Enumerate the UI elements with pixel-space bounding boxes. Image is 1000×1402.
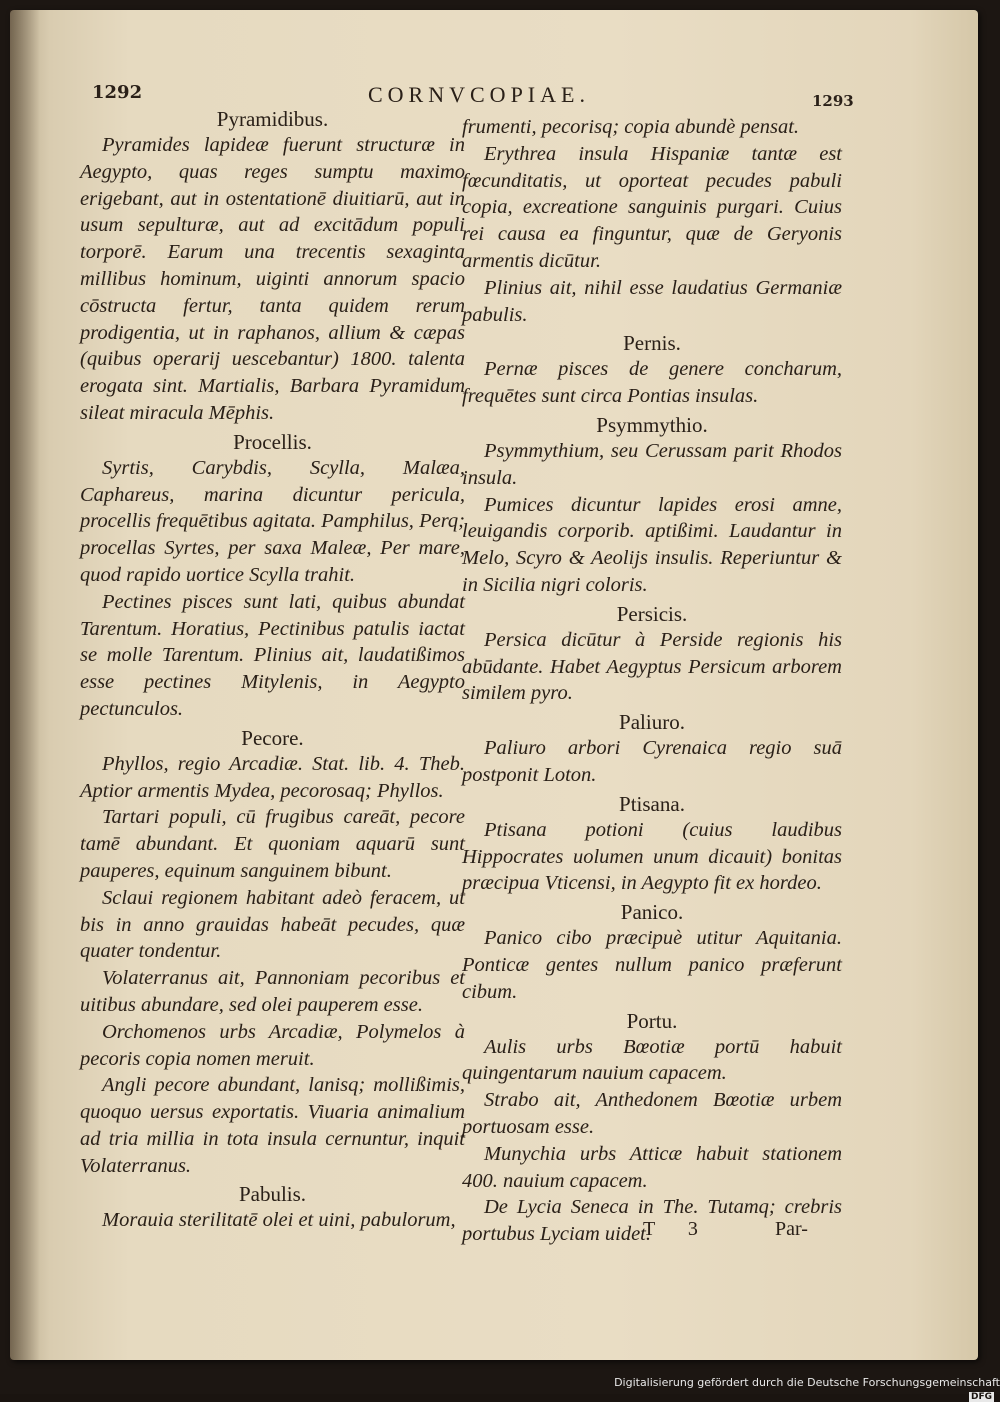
text-paragraph: Volaterranus ait, Pannoniam pecoribus et uitibus abundare, sed olei pauperem esse. <box>80 967 465 1016</box>
section-heading: Pernis. <box>623 331 681 356</box>
text-paragraph: Orchomenos urbs Arcadiæ, Polymelos à pecoris copia nomen meruit. <box>80 1020 465 1070</box>
text-paragraph: Plinius ait, nihil esse laudatius Germaniæ pabulis. <box>462 276 842 326</box>
text-paragraph: Pectines pisces sunt lati, quibus abundat Tarentum. Horatius, Pectinibus patulis iactat se molle Tarentum. Plinius ait, laudatißimos esse pectines Mitylenis, in Aegypto pectunculos. <box>80 590 465 720</box>
text-paragraph: Aulis urbs Bœotiæ portū habuit quingentarum nauium capacem. <box>462 1035 842 1085</box>
text-paragraph: Paliuro arbori Cyrenaica regio suā postponit Loton. <box>462 737 842 786</box>
text-paragraph: Sclaui regionem habitant adeò feracem, ut bis in anno grauidas habeāt pecudes, quæ quater tondentur. <box>80 886 465 963</box>
section-heading: Ptisana. <box>619 791 685 816</box>
section-heading: Panico. <box>620 900 684 925</box>
footer-text: Digitalisierung gefördert durch die Deutsche Forschungsgemeinschaft <box>614 1376 1000 1389</box>
section-heading: Pecore. <box>241 725 304 750</box>
section-heading: Persicis. <box>616 601 688 626</box>
running-title: CORNVCOPIAE. <box>368 82 590 107</box>
text-paragraph: Erythrea insula Hispaniæ tantæ est fœcunditatis, ut oporteat pecudes pabuli copia, excreatione sanguinis purgari. Cuius rei causa ea finguntur, quæ de Geryonis armentis dicūtur. <box>462 142 842 272</box>
digitization-footer <box>600 1376 1000 1402</box>
text-paragraph: Pernæ pisces de genere concharum, frequētes sunt circa Pontias insulas. <box>462 358 842 408</box>
text-paragraph: Strabo ait, Anthedonem Bœotiæ urbem portuosam esse. <box>462 1089 842 1138</box>
section-heading: Portu. <box>626 1008 678 1033</box>
text-paragraph: Pumices dicuntur lapides erosi amne, leuigandis corporib. aptißimi. Laudantur in Melo, Scyro & Aeolijs insulis. Reperiuntur & in Sicilia nigri coloris. <box>462 493 842 596</box>
text-paragraph: Munychia urbs Atticæ habuit stationem 400. nauium capacem. <box>462 1142 842 1192</box>
text-paragraph: Angli pecore abundant, lanisq; mollißimis, quoquo uersus exportatis. Viuaria animalium ad tria millia in tota insula cernuntur, inquit Volaterranus. <box>80 1074 465 1177</box>
signature-mark: T 3 <box>643 1218 712 1240</box>
text-paragraph: Persica dicūtur à Perside regionis his abūdante. Habet Aegyptus Persicum arborem similem pyro. <box>462 628 842 705</box>
section-heading: Paliuro. <box>619 710 685 735</box>
page-number-right: 1293 <box>812 92 854 110</box>
text-paragraph: Ptisana potioni (cuius laudibus Hippocrates uolumen unum dicauit) bonitas præcipua Vticensi, in Aegypto fit ex hordeo. <box>462 818 842 895</box>
section-heading: Pyramidibus. <box>216 107 329 131</box>
text-paragraph: Pyramides lapideæ fuerunt structuræ in Aegypto, quas reges sumptu maximo erigebant, aut in ostentationē diuitiarū, aut in usum sepulturæ, aut ad excitādum populi torporē. Earum una trecentis sexaginta millibus hominum, uiginti annorum spacio cōstructa fertur, tanta quidem rerum prodigentia, ut in raphanos, allium & cæpas (quibus operarij uescebantur) 1800. talenta erogata sint. Martialis, Barbara Pyramidum sileat miracula Mēphis. <box>80 134 465 424</box>
text-paragraph: De Lycia Seneca in The. Tutamq; crebris portubus Lyciam uidet. <box>462 1196 842 1246</box>
text-paragraph: Syrtis, Carybdis, Scylla, Malæa, Caphareus, marina dicuntur pericula, procellis frequētibus agitata. Pamphilus, Perq; procellas Syrtes, per saxa Maleæ, Per mare, quod rapido uortice Scylla trahit. <box>80 456 465 586</box>
right-text-column <box>462 114 842 1248</box>
text-paragraph: Phyllos, regio Arcadiæ. Stat. lib. 4. Theb. Aptior armentis Mydea, pecorosaq; Phyllos. <box>80 752 465 802</box>
page-number-left: 1292 <box>92 82 143 103</box>
left-text-column <box>80 104 465 1234</box>
section-heading: Procellis. <box>233 429 312 454</box>
page-gutter <box>10 10 40 1360</box>
text-paragraph: Morauia sterilitatē olei et uini, pabulorum, <box>102 1209 456 1232</box>
catchword: Par- <box>775 1218 808 1240</box>
dfg-logo: DFG <box>970 1392 992 1402</box>
text-paragraph: Psymmythium, seu Cerussam parit Rhodos insula. <box>462 439 842 489</box>
text-paragraph: Panico cibo præcipuè utitur Aquitania. Ponticæ gentes nullum panico præferunt cibum. <box>462 927 842 1003</box>
section-heading: Pabulis. <box>238 1182 307 1207</box>
section-heading: Psymmythio. <box>596 412 708 437</box>
text-paragraph: Tartari populi, cū frugibus careāt, pecore tamē abundant. Et quoniam aquarū sunt pauperes, equinum sanguinem bibunt. <box>80 806 465 882</box>
text-paragraph: frumenti, pecorisq; copia abundè pensat. <box>462 116 800 138</box>
page-foot <box>0 1218 1000 1248</box>
